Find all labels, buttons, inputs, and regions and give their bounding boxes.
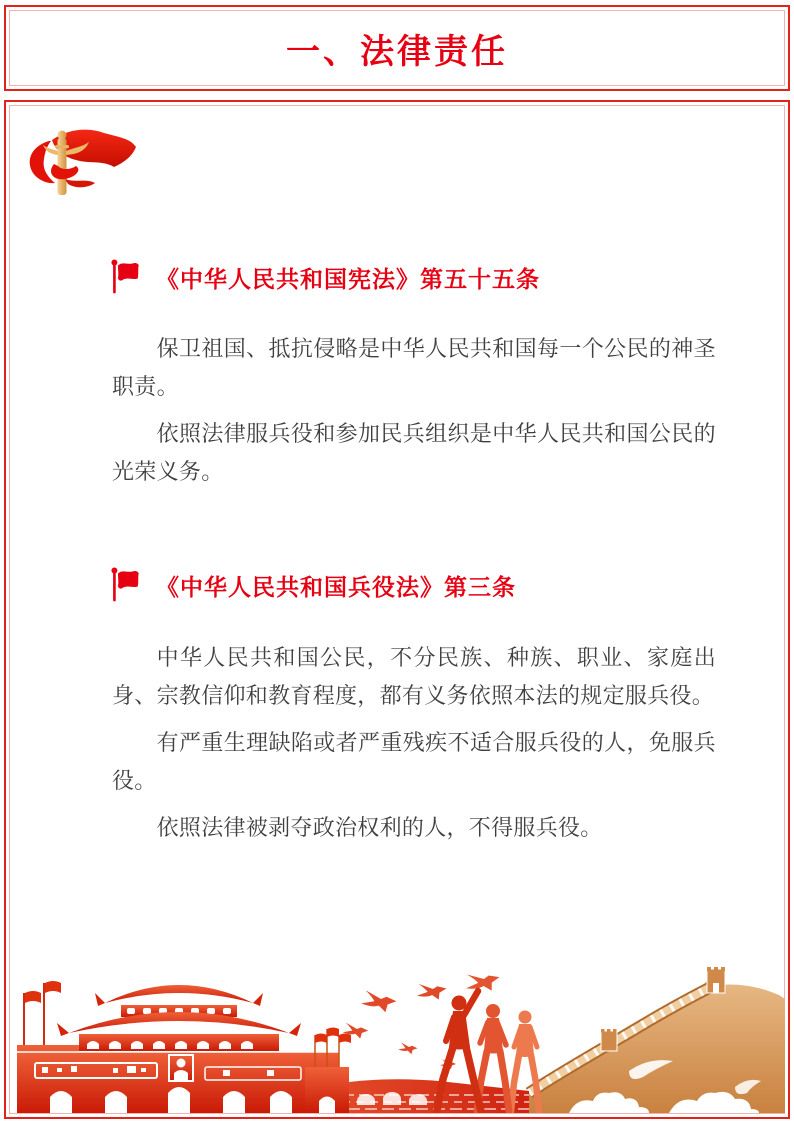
section-2-body xyxy=(112,639,716,856)
paragraph: 有严重生理缺陷或者严重残疾不适合服兵役的人，免服兵役。 xyxy=(112,730,716,793)
great-wall-illustration xyxy=(509,967,785,1113)
section-1-heading: 《中华人民共和国宪法》第五十五条 xyxy=(156,265,540,292)
column-flag-emblem-icon xyxy=(18,126,142,198)
content-box xyxy=(4,100,790,1119)
footer-artwork xyxy=(9,967,785,1113)
red-flag-icon xyxy=(110,566,140,604)
paragraph: 中华人民共和国公民，不分民族、种族、职业、家庭出身、宗教信仰和教育程度，都有义务依照本法的规定服兵役。 xyxy=(112,645,716,708)
section-1-heading-row xyxy=(110,258,540,296)
section-1-body xyxy=(112,330,716,500)
paragraph: 依照法律服兵役和参加民兵组织是中华人民共和国公民的光荣义务。 xyxy=(112,421,716,484)
title-box xyxy=(4,5,790,91)
tiananmen-gate-illustration xyxy=(17,981,351,1113)
paragraph: 依照法律被剥夺政治权利的人，不得服兵役。 xyxy=(156,815,603,840)
paragraph: 保卫祖国、抵抗侵略是中华人民共和国每一个公民的神圣职责。 xyxy=(112,336,716,399)
section-2-heading-row xyxy=(110,566,516,604)
doves-illustration xyxy=(343,967,503,1069)
section-2-heading: 《中华人民共和国兵役法》第三条 xyxy=(156,573,516,600)
page-title: 一、法律责任 xyxy=(286,32,508,71)
red-flag-icon xyxy=(110,258,140,296)
